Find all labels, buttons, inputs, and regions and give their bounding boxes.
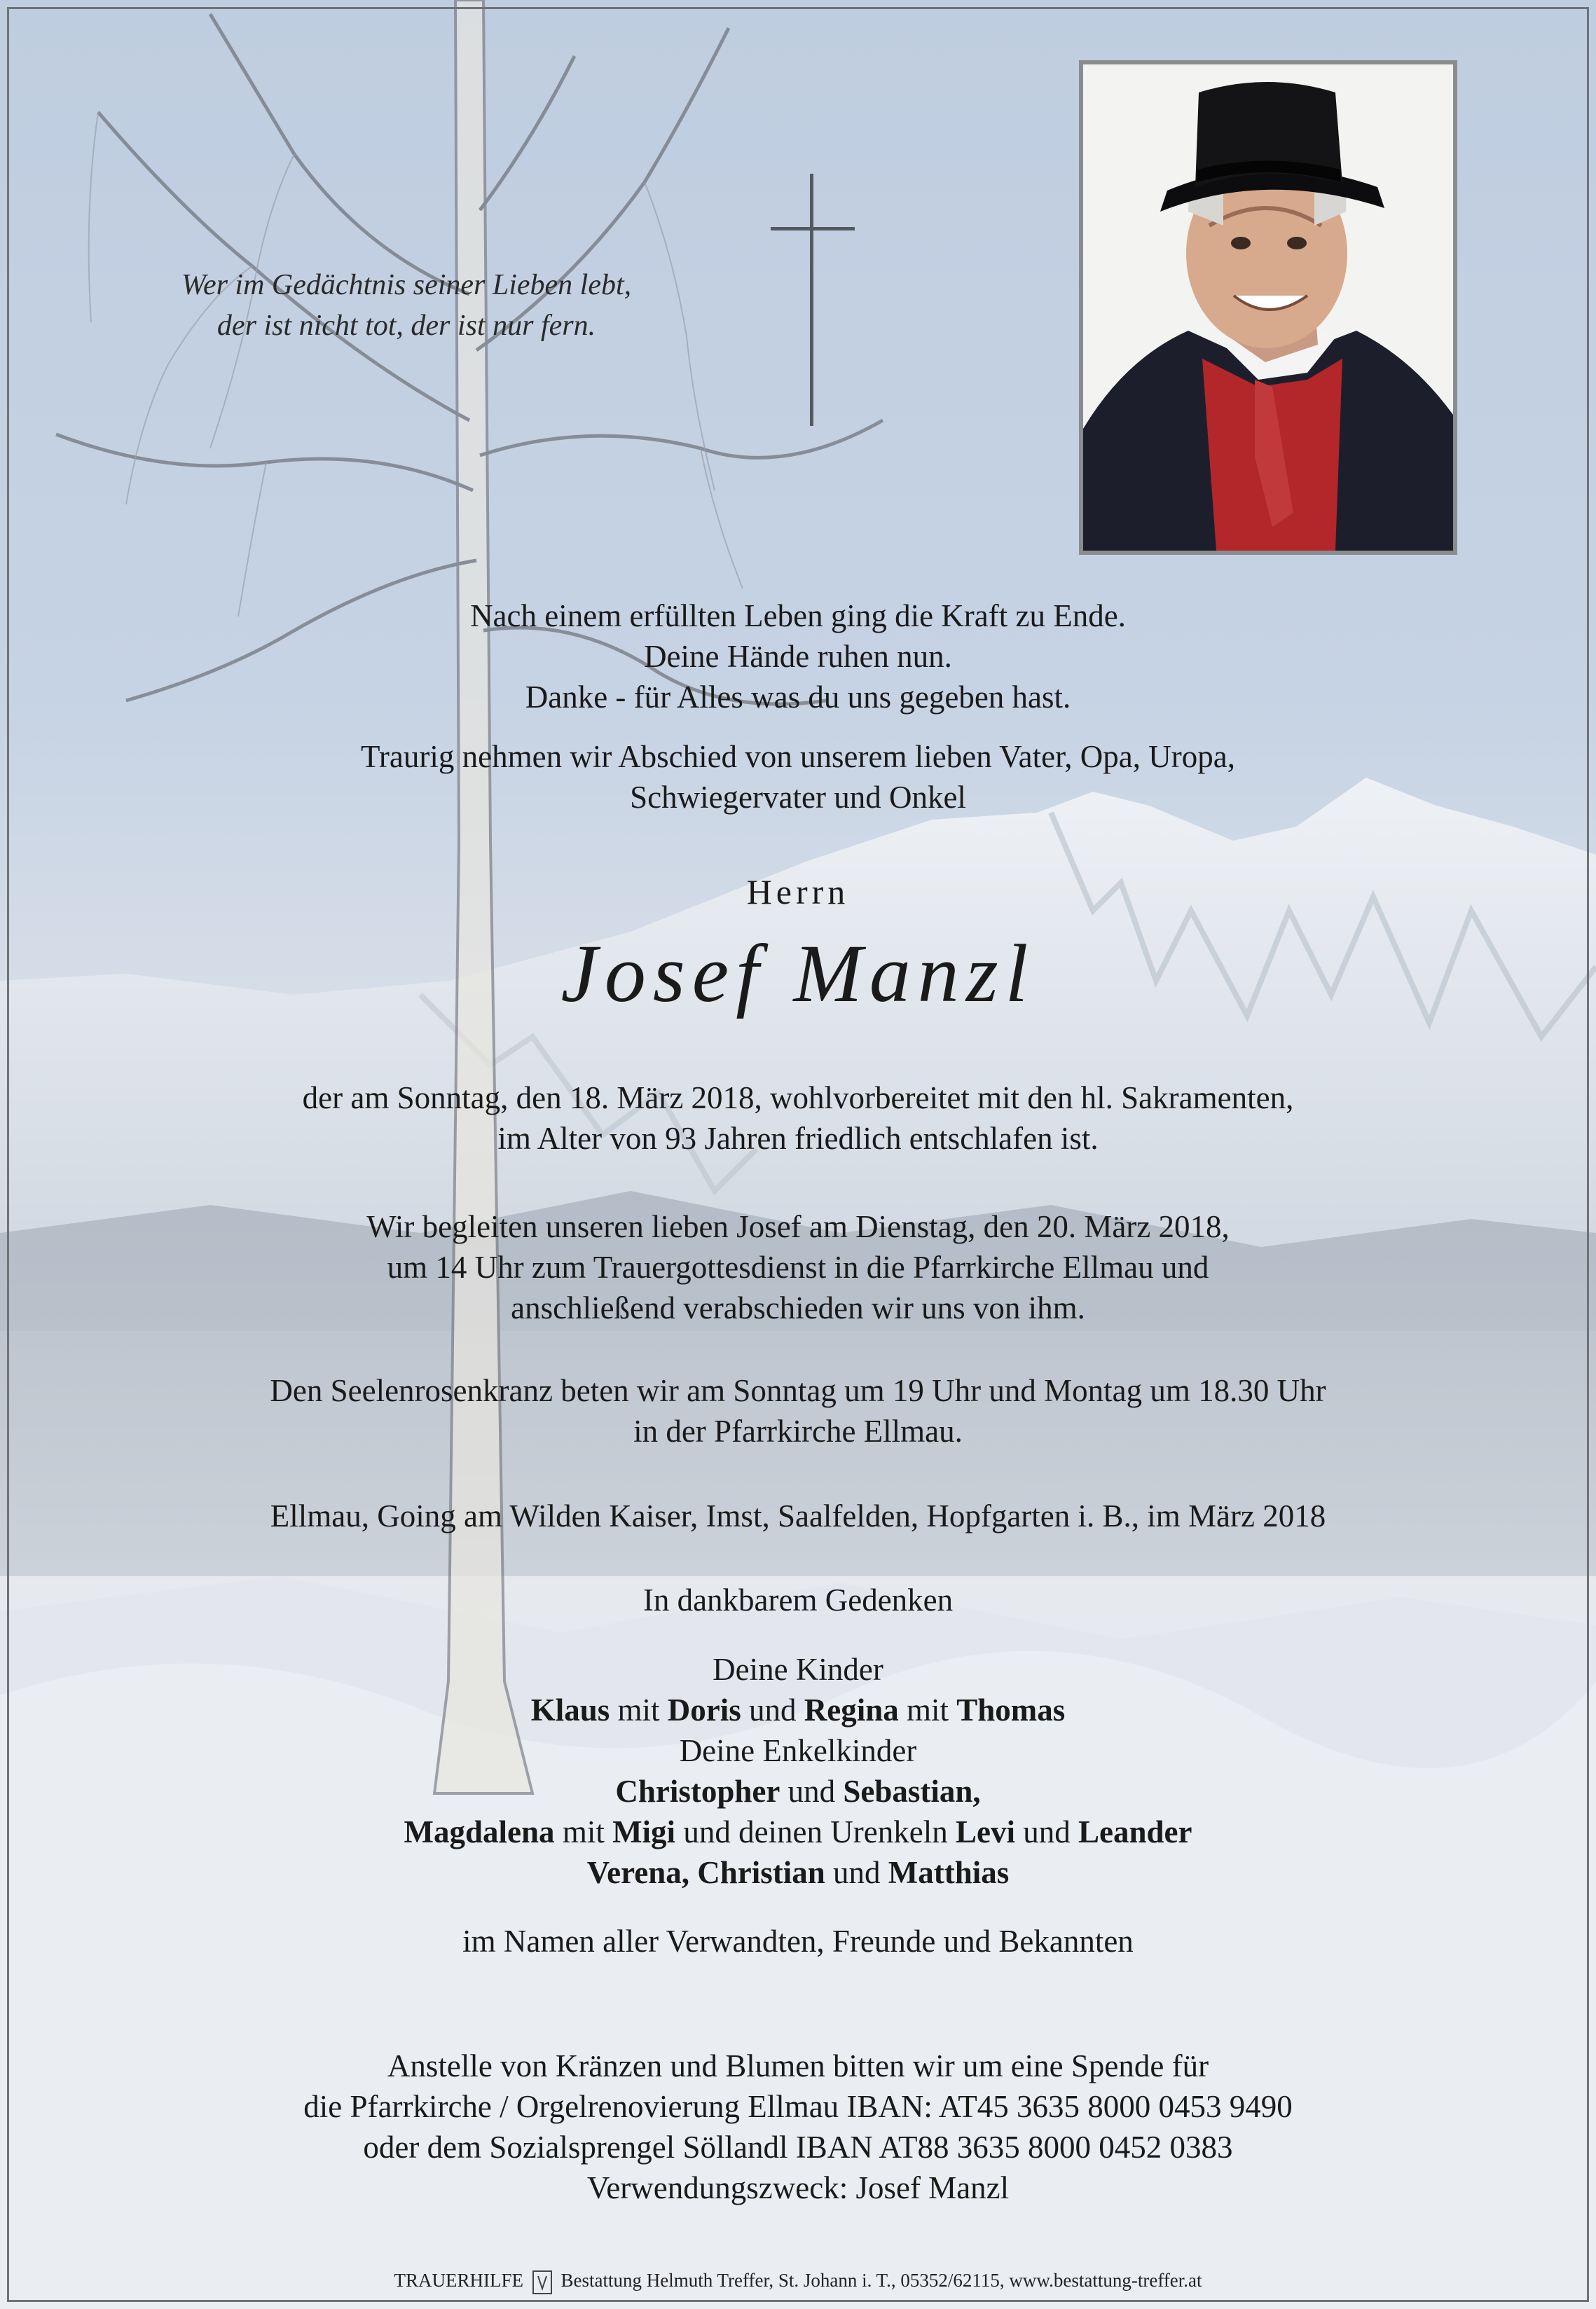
relatives-line: im Namen aller Verwandten, Freunde und Bekannten xyxy=(462,1924,1134,1959)
intro-text xyxy=(0,595,1596,717)
rosary-details xyxy=(0,1370,1596,1452)
name-bold: Verena, Christian xyxy=(586,1855,825,1890)
enkel-names-3 xyxy=(0,1852,1596,1893)
name-bold: Christopher xyxy=(615,1774,780,1809)
donation-line: Anstelle von Kränzen und Blumen bitten wir um eine Spende für xyxy=(387,2048,1209,2083)
name-bold: Thomas xyxy=(956,1693,1066,1728)
enkel-names-2 xyxy=(0,1812,1596,1852)
family-list xyxy=(0,1649,1596,1893)
name-bold: Doris xyxy=(667,1693,741,1728)
farewell-line: Schwiegervater und Onkel xyxy=(630,780,966,815)
footer-text: Bestattung Helmuth Treffer, St. Johann i. T., 05352/62115, www.bestattung-treffer.at xyxy=(560,2270,1202,2291)
gedenken-line: In dankbarem Gedenken xyxy=(642,1583,954,1618)
name-bold: Sebastian, xyxy=(843,1774,981,1809)
connector: mit xyxy=(554,1814,613,1849)
name-bold: Regina xyxy=(804,1693,899,1728)
funeral-details xyxy=(0,1206,1596,1328)
name-bold: Levi xyxy=(955,1814,1015,1849)
farewell-text xyxy=(0,736,1596,818)
donation-request xyxy=(0,2046,1596,2208)
death-line: im Alter von 93 Jahren friedlich entschlafen ist. xyxy=(497,1121,1099,1156)
quote-line: Wer im Gedächtnis seiner Lieben lebt, xyxy=(181,269,632,301)
intro-line: Danke - für Alles was du uns gegeben hast. xyxy=(525,680,1071,715)
death-line: der am Sonntag, den 18. März 2018, wohlvorbereitet mit den hl. Sakramenten, xyxy=(302,1080,1294,1115)
rosary-line: in der Pfarrkirche Ellmau. xyxy=(633,1414,963,1449)
enkel-names-1 xyxy=(0,1771,1596,1812)
rosary-line: Den Seelenrosenkranz beten wir am Sonntag um 19 Uhr und Montag um 18.30 Uhr xyxy=(270,1373,1326,1408)
cross-icon xyxy=(771,174,855,426)
enkel-label: Deine Enkelkinder xyxy=(679,1733,917,1768)
connector: und xyxy=(825,1855,888,1890)
name-bold: Magdalena xyxy=(404,1814,555,1849)
death-notice xyxy=(0,1077,1596,1159)
connector: mit xyxy=(610,1693,668,1728)
kinder-names xyxy=(0,1690,1596,1730)
salutation: Herrn xyxy=(746,872,850,911)
farewell-line: Traurig nehmen wir Abschied von unserem lieben Vater, Opa, Uropa, xyxy=(361,739,1235,774)
intro-line: Nach einem erfüllten Leben ging die Kraft zu Ende. xyxy=(470,598,1126,633)
place-date: Ellmau, Going am Wilden Kaiser, Imst, Saalfelden, Hopfgarten i. B., im März 2018 xyxy=(270,1498,1326,1533)
funeral-line: Wir begleiten unseren lieben Josef am Dienstag, den 20. März 2018, xyxy=(366,1209,1230,1244)
undertaker-footer xyxy=(0,2270,1596,2294)
connector: und xyxy=(780,1774,844,1809)
funeral-line: anschließend verabschieden wir uns von ihm. xyxy=(511,1290,1085,1325)
connector: mit xyxy=(898,1693,957,1728)
name-bold: Matthias xyxy=(888,1855,1010,1890)
name-bold: Klaus xyxy=(530,1693,610,1728)
name-bold: Migi xyxy=(612,1814,676,1849)
footer-brand: TRAUERHILFE xyxy=(394,2270,523,2291)
funeral-line: um 14 Uhr zum Trauergottesdienst in die Pfarrkirche Ellmau und xyxy=(387,1250,1209,1285)
connector: und xyxy=(741,1693,804,1728)
quote-line: der ist nicht tot, der ist nur fern. xyxy=(216,310,596,342)
connector: und deinen Urenkeln xyxy=(675,1814,956,1849)
portrait-photo xyxy=(1079,60,1457,555)
undertaker-logo-icon xyxy=(532,2270,552,2294)
connector: und xyxy=(1014,1814,1078,1849)
donation-line: oder dem Sozialsprengel Söllandl IBAN AT88 3635 8000 0452 0383 xyxy=(363,2130,1233,2165)
intro-line: Deine Hände ruhen nun. xyxy=(644,639,952,674)
name-bold: Leander xyxy=(1078,1814,1192,1849)
man-in-top-hat-image xyxy=(1083,64,1453,551)
deceased-name: Josef Manzl xyxy=(560,928,1036,1019)
memorial-quote xyxy=(91,265,722,346)
kinder-label: Deine Kinder xyxy=(713,1652,883,1687)
donation-line: Verwendungszweck: Josef Manzl xyxy=(586,2170,1010,2205)
donation-line: die Pfarrkirche / Orgelrenovierung Ellmau IBAN: AT45 3635 8000 0453 9490 xyxy=(303,2089,1293,2124)
